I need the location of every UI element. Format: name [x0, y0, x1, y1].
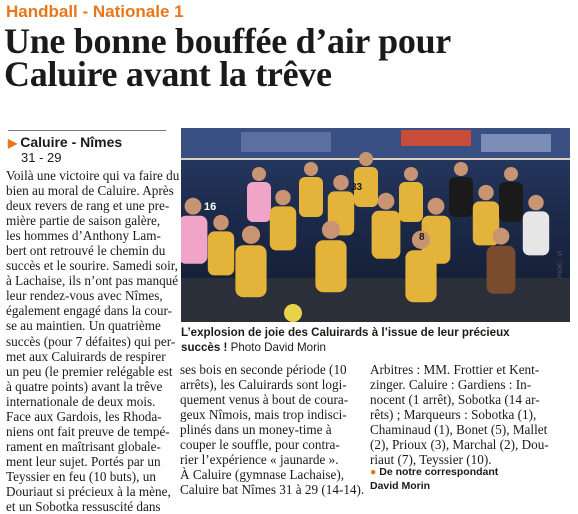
- article-line: met aux Caluirards de respirer: [6, 348, 166, 364]
- player-head: [359, 152, 373, 166]
- article-line: Voilà une victoire qui va faire du: [6, 168, 180, 183]
- article-line: (2), Prioux (3), Marchal (2), Dou-: [370, 437, 549, 453]
- article-line: également engagé dans la cour-: [6, 303, 172, 319]
- player-head: [478, 185, 493, 200]
- article-line: bien au moral de Caluire. Après: [6, 183, 174, 199]
- score-divider: [8, 130, 166, 131]
- article-line: et un Sobotka ressuscité dans: [6, 499, 161, 514]
- signature-role: De notre correspondant: [379, 466, 499, 478]
- jersey-number: 8: [419, 232, 425, 243]
- player-body: [270, 206, 296, 250]
- player-head: [275, 190, 290, 205]
- player-head: [504, 167, 518, 181]
- photo-side-credit: RIOKI - VI: [558, 250, 564, 278]
- player-head: [428, 198, 445, 215]
- player-head: [252, 167, 266, 181]
- team-photo: [181, 128, 570, 322]
- article-line: à Lachaise, ils n’ont pas manqué: [6, 273, 179, 289]
- section-kicker: Handball - Nationale 1: [6, 2, 184, 21]
- article-line: ment leur sujet. Portés par un: [6, 453, 161, 469]
- player-body: [372, 211, 401, 259]
- article-line: nocent (1 arrêt), Sobotka (14 ar-: [370, 392, 540, 408]
- article-line: quement venus à bout de coura-: [180, 392, 349, 408]
- headline-line-1: Une bonne bouffée d’air pour: [4, 21, 451, 61]
- player-head: [304, 162, 318, 176]
- player-body: [247, 182, 271, 222]
- article-line: succès et le sourire. Samedi soir,: [6, 258, 178, 274]
- player-body: [235, 245, 266, 297]
- signature-author: David Morin: [370, 480, 431, 492]
- article-column-2: [180, 362, 365, 498]
- caption-line-2: succès !: [181, 341, 228, 354]
- player-head: [333, 175, 348, 190]
- player-body: [405, 250, 436, 302]
- player-body: [299, 177, 323, 217]
- player-body: [208, 231, 234, 275]
- article-line: geux Nîmois, mais trop indisci-: [180, 407, 347, 423]
- article-line: internationale de deux mois.: [6, 393, 156, 409]
- bullet-icon: ●: [370, 466, 380, 478]
- player-head: [213, 215, 228, 230]
- article-line: arrêts), les Caluirards sont logi-: [180, 377, 347, 393]
- player-body: [315, 240, 346, 292]
- article-line: deux revers de rang et une pre-: [6, 198, 170, 214]
- player-body: [487, 246, 516, 294]
- article-line: succès (pour 7 défaites) qui per-: [6, 333, 176, 349]
- article-line: rament en maîtrisant globale-: [6, 438, 161, 454]
- player-head: [493, 228, 510, 245]
- score-teams: [8, 134, 122, 150]
- article-line: à quatre points) avant la trêve: [6, 378, 163, 394]
- article-line: un peu (le premier relégable est: [6, 363, 173, 379]
- article-line: riaut (7), Teyssier (10).: [370, 452, 492, 468]
- photo-caption: [181, 325, 561, 355]
- article-column-3: [370, 362, 570, 467]
- player-head: [528, 195, 543, 210]
- player-head: [454, 162, 468, 176]
- player-body: [523, 211, 549, 255]
- arrow-icon: ▶: [8, 136, 18, 150]
- player-body: [399, 182, 423, 222]
- article-line: Caluire bat Nîmes 31 à 29 (14-14).: [180, 482, 365, 498]
- article-line: À Caluire (gymnase Lachaise),: [180, 467, 345, 483]
- handball-icon: [284, 304, 302, 322]
- signature: [370, 465, 498, 493]
- article-line: rier l’expérience « jaunarde ».: [180, 452, 339, 468]
- article-line: ses bois en seconde période (10: [180, 362, 347, 377]
- headline: [4, 21, 564, 94]
- article-line: zinger. Caluire : Gardiens : In-: [370, 377, 532, 393]
- article-line: niens ont fait preuve de tempé-: [6, 423, 170, 439]
- player-body: [499, 182, 523, 222]
- article-line: Arbitres : MM. Frottier et Kent-: [370, 362, 540, 377]
- player-head: [185, 198, 202, 215]
- team-photo-illustration: [181, 128, 570, 322]
- player-head: [242, 226, 260, 244]
- player-head: [404, 167, 418, 181]
- jersey-number: 33: [351, 182, 363, 193]
- article-line: bert ont retrouvé le chemin du: [6, 243, 166, 259]
- article-line: se au maintien. Un quatrième: [6, 318, 161, 334]
- headline-line-2: Caluire avant la trêve: [4, 54, 332, 94]
- player-body: [181, 216, 207, 264]
- jersey-number: 16: [204, 201, 217, 213]
- article-column-1: [6, 168, 180, 514]
- player-body: [449, 177, 473, 217]
- player-head: [322, 221, 340, 239]
- article-line: rêts) ; Marqueurs : Sobotka (1),: [370, 407, 537, 423]
- article-line: mière partie de saison galère,: [6, 213, 161, 229]
- score-result: 31 - 29: [21, 150, 62, 165]
- article-line: couper le souffle, pour contra-: [180, 437, 340, 453]
- article-line: plinés dans un money-time à: [180, 422, 332, 438]
- score-teams-label: Caluire - Nîmes: [20, 134, 123, 150]
- article-line: Chaminaud (1), Bonet (5), Mallet: [370, 422, 548, 438]
- article-line: Douriaut si précieux à la mène,: [6, 483, 171, 499]
- article-line: leur rendez-vous avec Nîmes,: [6, 288, 163, 304]
- player-head: [378, 193, 395, 210]
- article-line: Teyssier en feu (10 buts), un: [6, 468, 156, 484]
- article-line: les hommes d’Anthony Lam-: [6, 228, 161, 244]
- article-line: Face aux Gardois, les Rhoda-: [6, 408, 162, 424]
- caption-credit: Photo David Morin: [227, 341, 326, 354]
- caption-line-1: L’explosion de joie des Caluirards à l’issue de leur précieux: [181, 326, 510, 339]
